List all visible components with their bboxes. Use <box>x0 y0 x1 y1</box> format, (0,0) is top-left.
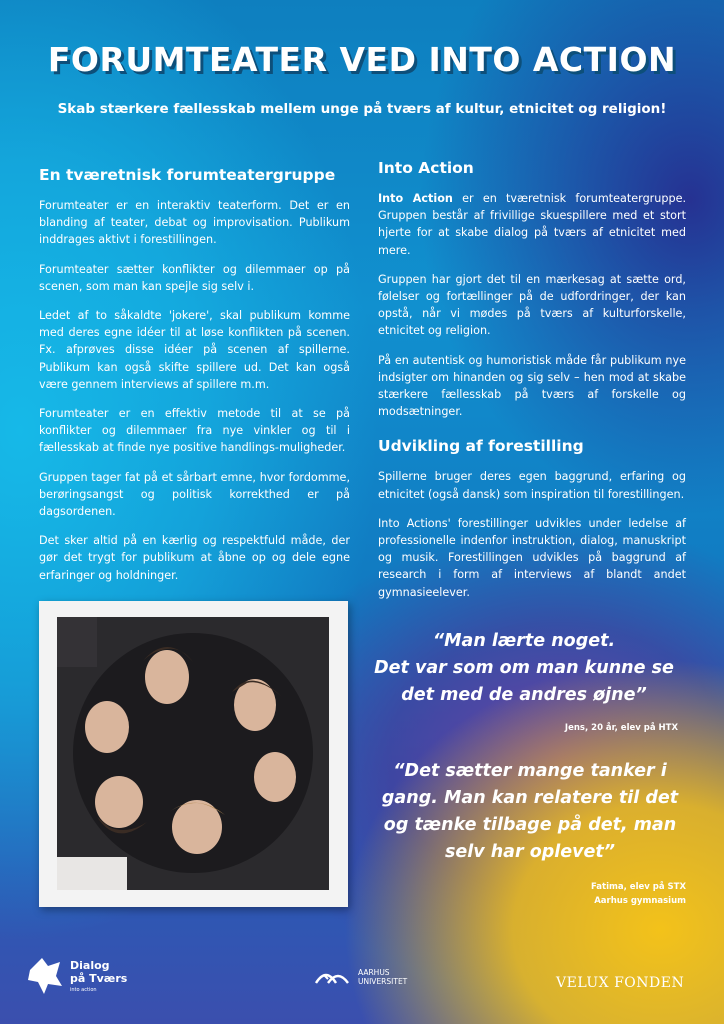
right-column <box>378 158 686 613</box>
attribution-line: Fatima, elev på STX <box>591 882 686 892</box>
poster-title: FORUMTEATER VED INTO ACTION <box>47 40 677 79</box>
left-paragraph: Forumteater er en effektiv metode til at se på konflikter og dilemmaer fra nye vinkler og til i fællesskab at finde nye positive handlings-muligheder. <box>39 407 350 455</box>
right-paragraph: Into Actions' forestillinger udvikles under ledelse af professionelle indenfor instruktion, dialog, manuskript og musik. Forestillingen udvikles på baggrund af research i form af interviews af blandt andet gymnasieelever. <box>378 516 686 599</box>
quote-2-attribution <box>591 880 686 908</box>
quote-line: gang. Man kan relatere til det <box>381 788 679 808</box>
au-logo-line: AARHUS <box>358 968 390 977</box>
au-logo-line: UNIVERSITET <box>358 977 408 986</box>
quote-2 <box>372 758 688 866</box>
left-paragraph: Forumteater er en interaktiv teaterform. Det er en blanding af teater, debat og improvisation. Publikum inddrages aktivt i forestillingen. <box>39 199 350 247</box>
quote-line: og tænke tilbage på det, man <box>383 815 677 835</box>
quote-line: det med de andres øjne” <box>401 685 647 705</box>
into-action-heading: Into Action <box>378 159 474 177</box>
left-paragraph: Det sker altid på en kærlig og respektfuld måde, der gør det trygt for publikum at åbne op og dele egne erfaringer og holdninger. <box>39 534 350 582</box>
velux-fonden-logo: VELUX FONDEN <box>556 975 685 991</box>
into-action-intro-bold: Into Action <box>378 192 453 205</box>
au-seal-icon <box>314 965 354 987</box>
into-action-intro <box>378 190 686 259</box>
right-paragraph: På en autentisk og humoristisk måde får publikum nye indsigter om hinanden og sig selv – hen mod at skabe stærkere fællesskab på tværs af forskelle og modsætninger. <box>378 353 686 419</box>
left-paragraph: Gruppen tager fat på et sårbart emne, hvor fordomme, berøringsangst og politisk korrekthed er på dagsordenen. <box>39 470 350 519</box>
into-action-intro-rest: er en tværetnisk forumteatergruppe. Gruppen består af frivillige skuespillere med et stort hjerte for at skabe dialog på tværs af etnicitet med mere. <box>378 192 687 257</box>
dialog-logo-line: Dialog <box>70 959 110 972</box>
development-heading: Udvikling af forestilling <box>378 437 584 456</box>
quote-line: “Man lærte noget. <box>432 631 616 651</box>
left-column <box>39 165 350 596</box>
left-paragraph: Forumteater sætter konflikter og dilemmaer op på scenen, som man kan spejle sig selv i. <box>39 262 350 293</box>
group-photo-frame <box>39 601 348 907</box>
left-heading: En tværetnisk forumteatergruppe <box>39 166 336 184</box>
quote-1 <box>368 628 680 709</box>
right-paragraph: Spillerne bruger deres egen baggrund, erfaring og etnicitet (også dansk) som inspiration til forestillingen. <box>378 470 686 501</box>
attribution-line: Jens, 20 år, elev på HTX <box>564 723 678 733</box>
quote-1-attribution <box>565 721 678 735</box>
poster-subtitle: Skab stærkere fællesskab mellem unge på tværs af kultur, etnicitet og religion! <box>57 101 667 117</box>
right-paragraph: Gruppen har gjort det til en mærkesag at sætte ord, følelser og fortællinger på de udfordringer, der kan opstå, når vi mødes på tværs af kulturforskelle, etnicitet og religion. <box>378 272 686 338</box>
quote-line: Det var som om man kunne se <box>374 658 674 678</box>
dialog-logo-line: på Tværs <box>70 972 128 985</box>
group-photo <box>57 617 329 890</box>
quote-line: selv har oplevet” <box>444 842 616 862</box>
attribution-line: Aarhus gymnasium <box>594 896 686 906</box>
left-paragraph: Ledet af to såkaldte 'jokere', skal publikum komme med deres egne idéer til at løse konflikten på scenen. Fx. afprøves disse idéer på scenen af spillerne. Publikum kan også skifte spillere ud. Det kan også være gennem interviews af spillere m.m. <box>39 309 350 391</box>
dialog-mark-icon <box>26 956 64 996</box>
dialog-logo-sub: into action <box>70 987 97 993</box>
quote-line: “Det sætter mange tanker i <box>393 761 667 781</box>
